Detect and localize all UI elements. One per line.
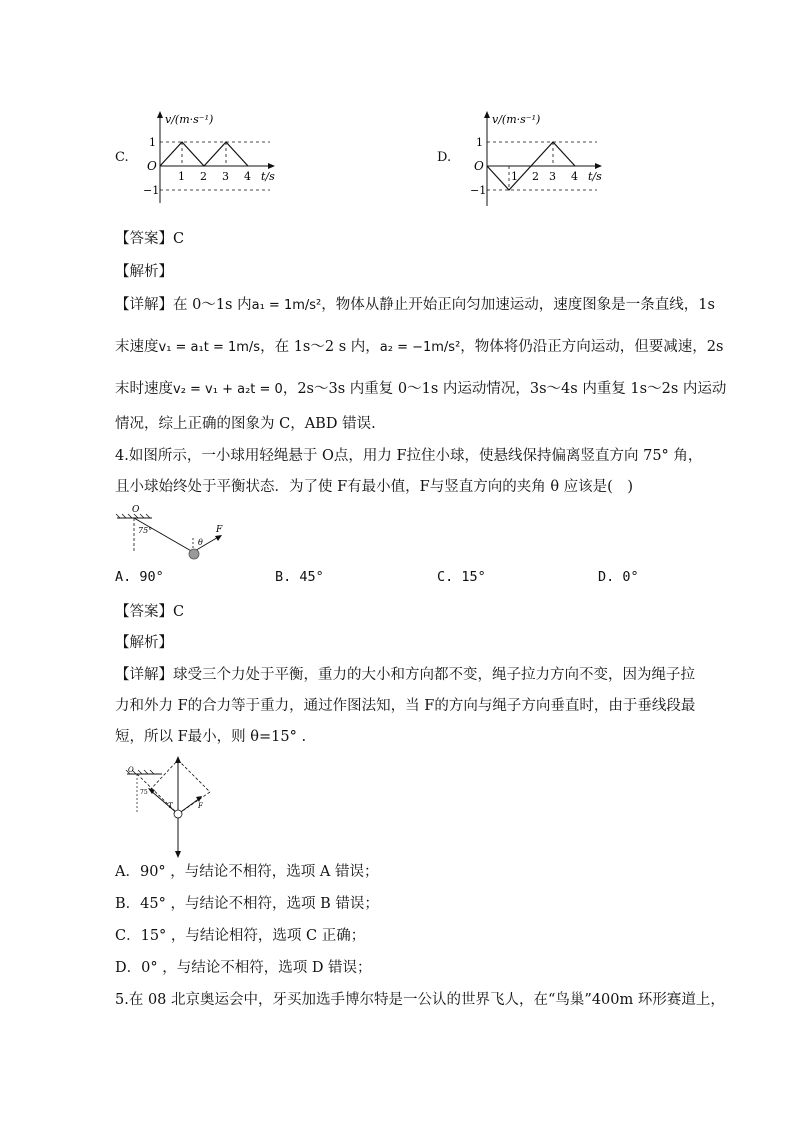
graph-c-xtick-4: 4 xyxy=(244,170,251,183)
q3-detail-line1 xyxy=(115,295,715,316)
graph-c-ylabel: v/(m·s⁻¹) xyxy=(165,113,214,126)
graph-d-xtick-4: 4 xyxy=(571,170,578,183)
option-d-label: D. xyxy=(437,150,452,165)
q3-d2-post: ，物体将仍沿正方向运动，但要减速，2s xyxy=(460,339,724,355)
graph-c-ytick-1: 1 xyxy=(149,136,156,149)
graph-d-xtick-1: 1 xyxy=(511,170,518,183)
graph-c-xtick-2: 2 xyxy=(200,170,207,183)
q4-fig2-F: F xyxy=(198,802,203,810)
q4-fig2-angle: 75 xyxy=(140,789,148,796)
q3-answer: 【答案】C xyxy=(115,231,185,247)
graph-d-ytick-1: 1 xyxy=(476,136,483,149)
velocity-graph-d xyxy=(462,108,612,208)
q4-fig2-O: O xyxy=(128,766,134,774)
graph-d-xtick-2: 2 xyxy=(532,170,539,183)
q3-d2-eq: v₁ = a₁t = 1m/s xyxy=(158,340,261,355)
option-c-label: C. xyxy=(115,150,129,165)
q4-option-d: D. 0° xyxy=(598,569,639,585)
q4-detail-line2: 力和外力 F的合力等于重力，通过作图法知，当 F的方向与绳子方向垂直时，由于垂线段最 xyxy=(115,698,696,714)
q3-d1-pre: 【详解】在 0～1s 内 xyxy=(115,297,252,313)
q4-option-a: A. 90° xyxy=(115,569,164,585)
q4-conclusion-a: A．90° ，与结论不相符，选项 A 错误； xyxy=(115,864,379,880)
q4-analysis-heading: 【解析】 xyxy=(115,635,173,651)
q4-answer: 【答案】C xyxy=(115,604,185,620)
q4-pendulum-figure xyxy=(112,500,242,565)
q4-conclusion-d: D．0° ，与结论不相符，选项 D 错误； xyxy=(115,960,372,976)
q3-detail-line2 xyxy=(115,337,723,358)
graph-c-ytick-neg1: −1 xyxy=(143,184,160,197)
q4-detail-line1: 【详解】球受三个力处于平衡，重力的大小和方向都不变，绳子拉力方向不变，因为绳子拉 xyxy=(115,667,695,683)
q4-force-diagram xyxy=(112,752,232,862)
q3-d1-eq: a₁ = 1m/s² xyxy=(251,298,322,313)
q5-stem: 5.在 08 北京奥运会中，牙买加选手博尔特是一公认的世界飞人，在“鸟巢”400m 环形赛道上， xyxy=(115,992,725,1008)
graph-d-xtick-3: 3 xyxy=(549,170,556,183)
q3-d1-post: ，物体从静止开始正向匀加速运动，速度图象是一条直线，1s xyxy=(321,297,715,313)
q4-option-c: C. 15° xyxy=(437,569,486,585)
q3-d3-post: ，2s～3s 内重复 0～1s 内运动情况，3s～4s 内重复 1s～2s 内运动 xyxy=(282,381,727,397)
graph-d-origin: O xyxy=(474,159,484,173)
q4-fig-theta: θ xyxy=(198,538,203,547)
graph-c-origin: O xyxy=(147,159,157,173)
q3-analysis-heading: 【解析】 xyxy=(115,264,173,280)
graph-c-xaxis-label: t/s xyxy=(261,170,275,183)
q4-fig-angle: 75° xyxy=(138,526,153,535)
q4-fig-O: O xyxy=(132,505,140,515)
q3-detail-line3 xyxy=(115,379,726,400)
q4-conclusion-c: C．15° ，与结论相符，选项 C 正确； xyxy=(115,928,366,944)
q4-conclusion-b: B．45° ，与结论不相符，选项 B 错误； xyxy=(115,896,379,912)
graph-c-xtick-3: 3 xyxy=(222,170,229,183)
q3-d2-mid: ，在 1s～2 s 内， xyxy=(260,339,380,355)
q4-stem-line1: 4.如图所示，一小球用轻绳悬于 O点，用力 F拉住小球，使悬线保持偏离竖直方向 75° 角， xyxy=(115,448,703,464)
q4-option-b: B. 45° xyxy=(275,569,324,585)
velocity-graph-c xyxy=(135,108,285,208)
graph-d-ytick-neg1: −1 xyxy=(470,184,487,197)
q3-d2-pre: 末速度 xyxy=(115,339,159,355)
q3-d3-eq: v₂ = v₁ + a₂t = 0 xyxy=(173,382,283,397)
q3-detail-line4: 情况，综上正确的图象为 C，ABD 错误. xyxy=(115,416,376,432)
q4-stem-line2: 且小球始终处于平衡状态．为了使 F有最小值，F与竖直方向的夹角 θ 应该是( ) xyxy=(115,479,633,495)
graph-d-xaxis-label: t/s xyxy=(588,170,602,183)
graph-d-ylabel: v/(m·s⁻¹) xyxy=(492,113,541,126)
q3-d3-pre: 末时速度 xyxy=(115,381,173,397)
q3-d2-eq2: a₂ = −1m/s² xyxy=(379,340,461,355)
q4-fig-F: F xyxy=(216,525,223,535)
q4-fig2-T: T xyxy=(168,802,173,810)
q4-detail-line3: 短，所以 F最小，则 θ=15° . xyxy=(115,729,307,745)
graph-c-xtick-1: 1 xyxy=(178,170,185,183)
